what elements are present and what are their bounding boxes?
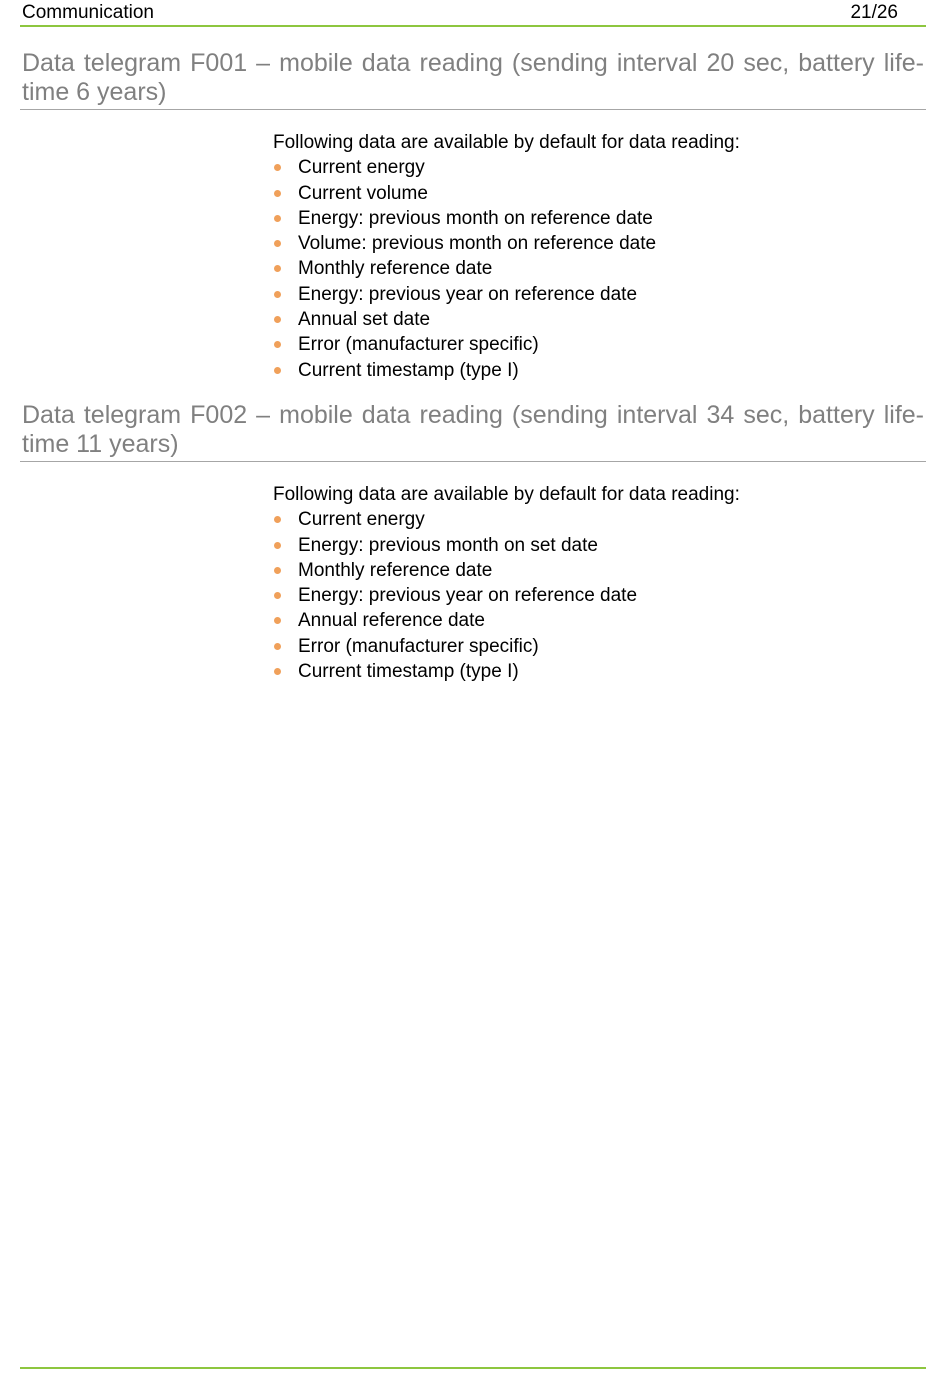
list-item — [273, 206, 913, 231]
list-item-text: Annual set date — [298, 309, 431, 331]
list-item — [273, 634, 913, 659]
list-item — [273, 256, 913, 281]
bullet-icon — [274, 668, 281, 675]
bullet-icon — [274, 516, 281, 523]
list-item — [273, 181, 913, 206]
page-header — [20, 0, 926, 27]
list-item-text: Energy: previous year on reference date — [298, 283, 638, 305]
list-item — [273, 558, 913, 583]
list-item — [273, 155, 913, 180]
list-item-text: Error (manufacturer specific) — [298, 635, 539, 657]
section-heading-f001-text: Data telegram F001 – mobile data reading (sending interval 20 sec, battery life-time 6 years) — [22, 49, 924, 106]
list-item-text: Annual reference date — [298, 610, 485, 632]
section-heading-f002 — [20, 401, 926, 462]
list-item — [273, 608, 913, 633]
bullet-icon — [274, 265, 281, 272]
list-item — [273, 358, 913, 383]
bullet-icon — [274, 291, 281, 298]
bullet-icon — [274, 164, 281, 171]
list-item-text: Energy: previous year on reference date — [298, 585, 638, 607]
list-item-text: Energy: previous month on set date — [298, 534, 598, 556]
bullet-icon — [274, 316, 281, 323]
section-intro-f002: Following data are available by default for data reading: — [273, 484, 740, 505]
bullet-icon — [274, 190, 281, 197]
section-intro-f001: Following data are available by default for data reading: — [273, 132, 740, 153]
list-item-text: Current energy — [298, 157, 425, 179]
bullet-icon — [274, 617, 281, 624]
list-item — [273, 332, 913, 357]
section-heading-f001 — [20, 49, 926, 110]
data-list-f001 — [273, 155, 913, 383]
list-item — [273, 507, 913, 532]
section-heading-f002-text: Data telegram F002 – mobile data reading (sending interval 34 sec, battery life-time 11 years) — [22, 401, 924, 458]
list-item — [273, 659, 913, 684]
bullet-icon — [274, 240, 281, 247]
list-item-text: Energy: previous month on reference date — [298, 207, 653, 229]
list-item-text: Current volume — [298, 182, 428, 204]
bullet-icon — [274, 215, 281, 222]
list-item-text: Current energy — [298, 509, 425, 531]
bullet-icon — [274, 567, 281, 574]
list-item-text: Current timestamp (type I) — [298, 359, 519, 381]
list-item-text: Error (manufacturer specific) — [298, 334, 539, 356]
list-item — [273, 231, 913, 256]
list-item-text: Volume: previous month on reference date — [298, 233, 657, 255]
header-section-title: Communication — [22, 2, 154, 23]
bullet-icon — [274, 542, 281, 549]
list-item-text: Current timestamp (type I) — [298, 661, 519, 683]
header-page-number: 21/26 — [850, 2, 898, 23]
section-body-f002 — [273, 482, 913, 684]
bullet-icon — [274, 592, 281, 599]
footer-rule — [20, 1367, 926, 1369]
bullet-icon — [274, 367, 281, 374]
data-list-f002 — [273, 507, 913, 684]
list-item — [273, 533, 913, 558]
bullet-icon — [274, 643, 281, 650]
bullet-icon — [274, 341, 281, 348]
list-item-text: Monthly reference date — [298, 258, 493, 280]
list-item — [273, 282, 913, 307]
list-item-text: Monthly reference date — [298, 559, 493, 581]
section-body-f001 — [273, 130, 913, 383]
list-item — [273, 583, 913, 608]
list-item — [273, 307, 913, 332]
